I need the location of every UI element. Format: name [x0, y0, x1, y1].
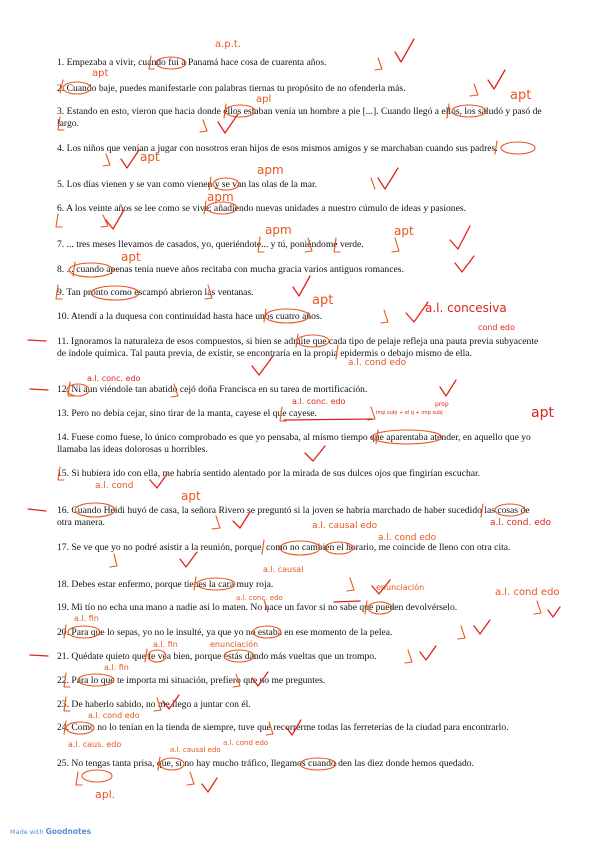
handwritten-label: a.l. causal — [263, 565, 304, 574]
sentence-20: 20. Para que lo sepas, yo no le insulté, ya que yo no estaba en ese momento de la pelea. — [57, 627, 393, 638]
handwritten-label: apl — [256, 94, 272, 105]
handwritten-label: a.l. cond. edo — [490, 518, 551, 528]
sentence-3: 3. Estando en esto, vieron que hacia donde ellos estaban venía un hombre a pie [...]. Cuando llegó a ellos, los saludó y pasó de largo. — [57, 106, 542, 130]
handwritten-label: a.l. conc. edo — [87, 374, 141, 383]
handwritten-label: a.p.t. — [215, 39, 241, 50]
handwritten-label: a.l. cond edo — [348, 358, 407, 368]
handwritten-label: a.l. cond edo — [223, 739, 269, 747]
sentence-18: 18. Debes estar enfermo, porque tienes la cara muy roja. — [57, 579, 274, 590]
handwritten-label: a.l. causal edo — [170, 746, 221, 754]
handwritten-label: apt — [181, 489, 201, 503]
sentence-16: 16. Cuando Heidi huyó de casa, la señora Rivero se preguntó si la joven se habría marchado de haber sucedido las cosas de otra manera. — [57, 505, 530, 529]
handwritten-label: a.l. cond edo — [495, 587, 560, 598]
ink-bracket — [76, 772, 82, 785]
handwritten-label: a.l. causal edo — [312, 521, 378, 531]
handwritten-label: a.l. concesiva — [425, 301, 507, 315]
sentence-9: 9. Tan pronto como escampó abrieron las ventanas. — [57, 287, 254, 298]
watermark-brand: Goodnotes — [45, 827, 92, 836]
ink-bracket — [110, 554, 117, 567]
sentence-14: 14. Fuese como fuese, lo único comprobado es que yo pensaba, al mismo tiempo que aparentaba atender, en aquello que yo llamaba las ideas dolorosas u horribles. — [57, 432, 531, 456]
sentence-23: 23. De haberlo sabido, no me llego a juntar con él. — [57, 699, 251, 710]
handwritten-label: enunciación — [210, 640, 259, 649]
ink-margin-dash — [30, 389, 48, 390]
handwritten-label: apt — [510, 88, 532, 103]
handwritten-label: apm — [207, 190, 234, 204]
goodnotes-watermark — [10, 827, 91, 836]
handwritten-label: a.l. fin — [153, 640, 178, 649]
watermark-prefix: Made with — [10, 828, 44, 836]
handwritten-label: a.l. conc. edo — [292, 397, 346, 406]
handwritten-label: a.l. cond — [95, 481, 134, 491]
handwritten-label: a.l. fin — [104, 663, 129, 672]
sentence-10: 10. Atendí a la duquesa con continuidad hasta hace unos cuatro años. — [57, 311, 323, 322]
ink-bracket — [101, 215, 108, 227]
handwritten-label: a.l. cond edo — [378, 533, 437, 543]
sentence-25: 25. No tengas tanta prisa, que, si no hay mucho tráfico, llegamos cuando den las diez donde hemos quedado. — [57, 758, 474, 769]
handwritten-label: apt — [92, 68, 109, 79]
handwritten-label: apt — [312, 293, 334, 308]
ink-bracket — [103, 154, 110, 166]
handwritten-label: enunciación — [376, 583, 425, 592]
sentence-19: 19. Mi tío no echa una mano a nadie así lo maten. No hace un favor si no sabe que pueden devolvérselo. — [57, 602, 458, 613]
sentence-1: 1. Empezaba a vivir, cuando fui a Panamá hace cosa de cuarenta años. — [57, 57, 327, 68]
ink-bracket — [187, 772, 194, 785]
sentence-15: 15. Si hubiera ido con ella, me habría sentido alentado por la mirada de sus dulces ojos que fingirían escuchar. — [57, 468, 481, 479]
ink-margin-dash — [28, 509, 46, 511]
handwritten-label: cond edo — [478, 323, 515, 332]
ink-oval — [82, 770, 112, 782]
sentence-7: 7. ... tres meses llevamos de casados, yo, queriéndote... y tú, poniéndome verde. — [57, 239, 364, 250]
handwritten-label: apm — [265, 223, 292, 237]
sentence-5: 5. Los días vienen y se van como vienen y se van las olas de la mar. — [57, 179, 318, 190]
sentence-17: 17. Se ve que yo no podré asistir a la reunión, porque, como no cambien el horario, me coincide de lleno con otra cita. — [57, 542, 511, 553]
ink-margin-dash — [30, 655, 48, 656]
sentence-24: 24. Como no lo tenían en la tienda de siempre, tuve que recorrerme todas las ferreterías de la ciudad para encontrarlo. — [57, 722, 509, 733]
ink-checkmark — [548, 607, 560, 617]
sentence-22: 22. Para lo que te importa mi situación, prefiero que no me preguntes. — [57, 675, 326, 686]
handwritten-label: apt — [121, 250, 141, 264]
handwritten-label: apt — [140, 150, 160, 164]
sentence-6: 6. A los veinte años se lee como se vive: añadiendo nuevas unidades a nuestro cúmulo de ideas y pasiones. — [57, 203, 466, 214]
sentence-4: 4. Los niños que venían a jugar con nosotros eran hijos de esos mismos amigos y se marchaban cuando sus padres. — [57, 143, 498, 154]
handwritten-label: prop — [435, 401, 449, 408]
handwritten-label: apm — [257, 163, 284, 177]
handwritten-label: apl. — [95, 788, 116, 801]
sentence-12: 12. Ni aun viéndole tan abatido cejó doña Francisca en su tarea de mortificación. — [57, 384, 368, 395]
sentence-2: 2. Cuando baje, puedes manifestarle con palabras tiernas tu propósito de no ofenderla más. — [57, 83, 406, 94]
handwritten-label: a.l. fin — [74, 614, 99, 623]
handwritten-label: a.l. conc. edo — [236, 594, 283, 602]
sentence-21: 21. Quédate quieto que te vea bien, porque estás dando más vueltas que un trompo. — [57, 651, 377, 662]
sentence-8: 8. ... cuando apenas tenía nueve años recitaba con mucha gracia varios antiguos romances. — [57, 264, 404, 275]
handwritten-label: imp subj + el q + imp subj — [376, 410, 443, 416]
ink-bracket — [56, 214, 62, 227]
handwritten-label: a.l. cond edo — [88, 711, 140, 720]
sentence-11: 11. Ignoramos la naturaleza de esos compuestos, si bien se admite que cada tipo de pelaje refleja una pauta previa subyacente de índole química. Tal pauta previa, de existir, se encontraría en la propia epidermis o debajo mismo de ella. — [57, 336, 539, 360]
ink-margin-dash — [28, 340, 46, 341]
handwritten-label: apt — [394, 224, 414, 238]
handwritten-label: apt — [531, 405, 554, 421]
ink-checkmark — [202, 778, 217, 792]
sentence-13: 13. Pero no debía cejar, sino tirar de la manta, cayese el que cayese. — [57, 408, 317, 419]
handwritten-label: a.l. caus. edo — [68, 740, 122, 749]
